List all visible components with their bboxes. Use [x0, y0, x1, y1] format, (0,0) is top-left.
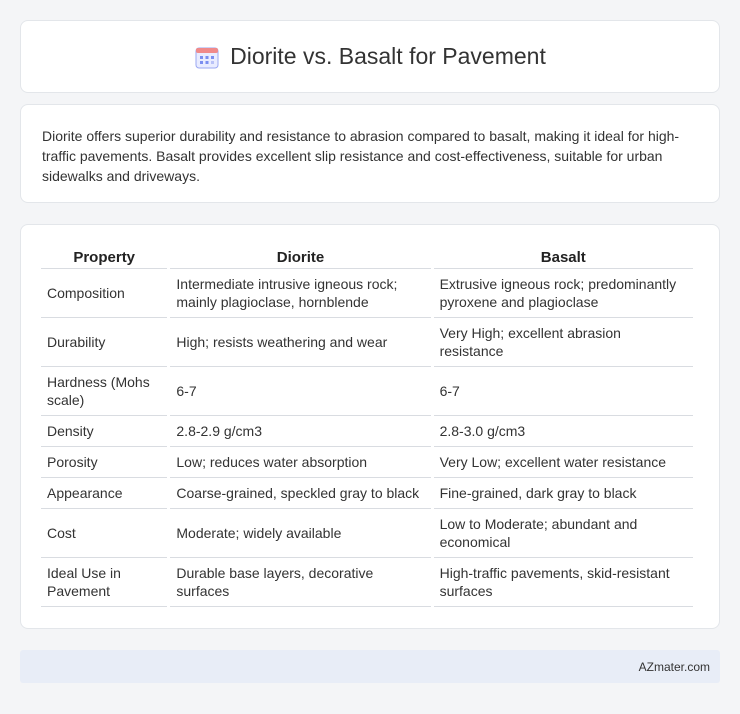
title-card — [20, 20, 720, 93]
cell-diorite: Moderate; widely available — [170, 509, 430, 558]
calendar-icon — [194, 44, 220, 70]
comparison-table-card — [20, 224, 720, 629]
cell-property: Composition — [41, 269, 167, 318]
table-header-row — [41, 243, 693, 269]
cell-diorite: 2.8-2.9 g/cm3 — [170, 416, 430, 447]
cell-basalt: Very High; excellent abrasion resistance — [434, 318, 693, 367]
header-property: Property — [41, 243, 167, 269]
cell-basalt: Fine-grained, dark gray to black — [434, 478, 693, 509]
page-title: Diorite vs. Basalt for Pavement — [230, 43, 546, 69]
cell-diorite: Coarse-grained, speckled gray to black — [170, 478, 430, 509]
cell-property: Density — [41, 416, 167, 447]
table-row — [41, 416, 693, 447]
cell-property: Ideal Use in Pavement — [41, 558, 167, 607]
intro-card — [20, 104, 720, 203]
cell-diorite: Durable base layers, decorative surfaces — [170, 558, 430, 607]
footer-bar — [20, 650, 720, 683]
cell-basalt: Very Low; excellent water resistance — [434, 447, 693, 478]
cell-basalt: Low to Moderate; abundant and economical — [434, 509, 693, 558]
footer-brand-link[interactable]: AZmater.com — [638, 659, 710, 674]
cell-property: Appearance — [41, 478, 167, 509]
cell-basalt: Extrusive igneous rock; predominantly pyroxene and plagioclase — [434, 269, 693, 318]
cell-property: Cost — [41, 509, 167, 558]
cell-diorite: 6-7 — [170, 367, 430, 416]
cell-basalt: 6-7 — [434, 367, 693, 416]
comparison-table — [38, 243, 696, 607]
cell-property: Hardness (Mohs scale) — [41, 367, 167, 416]
header-diorite: Diorite — [170, 243, 430, 269]
table-row — [41, 318, 693, 367]
cell-property: Porosity — [41, 447, 167, 478]
table-row — [41, 558, 693, 607]
table-row — [41, 478, 693, 509]
table-row — [41, 447, 693, 478]
cell-property: Durability — [41, 318, 167, 367]
table-row — [41, 509, 693, 558]
intro-text: Diorite offers superior durability and resistance to abrasion compared to basalt, making it ideal for high-traffic pavements. Basalt provides excellent slip resistance and cost-effectiveness, suitable for urban sidewalks and driveways. — [42, 128, 680, 184]
cell-diorite: High; resists weathering and wear — [170, 318, 430, 367]
table-row — [41, 269, 693, 318]
cell-diorite: Intermediate intrusive igneous rock; mainly plagioclase, hornblende — [170, 269, 430, 318]
header-basalt: Basalt — [434, 243, 693, 269]
cell-basalt: 2.8-3.0 g/cm3 — [434, 416, 693, 447]
cell-basalt: High-traffic pavements, skid-resistant surfaces — [434, 558, 693, 607]
table-row — [41, 367, 693, 416]
cell-diorite: Low; reduces water absorption — [170, 447, 430, 478]
